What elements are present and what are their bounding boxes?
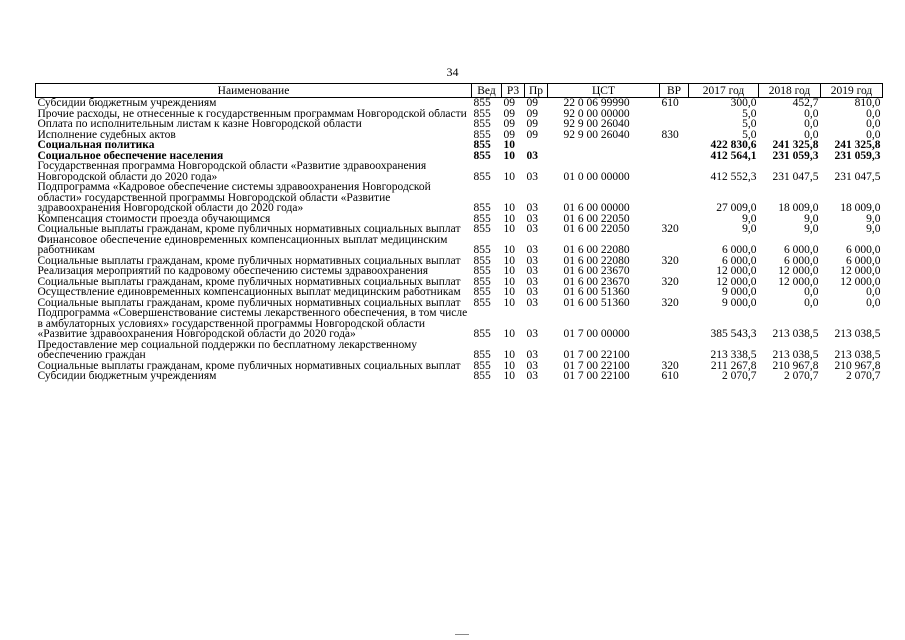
row-ved: 855 xyxy=(473,150,491,161)
row-2019: 9,0 xyxy=(866,213,881,224)
row-ved: 855 xyxy=(473,129,491,140)
row-ved: 855 xyxy=(473,276,491,287)
row-ved: 855 xyxy=(473,108,491,119)
table-row xyxy=(36,214,883,225)
row-2019: 6 000,0 xyxy=(846,255,881,266)
row-rz: 10 xyxy=(503,349,515,361)
row-cst: 01 6 00 00000 xyxy=(563,202,630,214)
row-rz: 09 xyxy=(503,108,515,119)
row-rz: 09 xyxy=(503,129,515,140)
row-2017: 5,0 xyxy=(742,119,757,130)
table-row xyxy=(36,298,883,309)
row-2017: 422 830,6 xyxy=(710,140,757,151)
row-2018: 12 000,0 xyxy=(778,266,819,277)
row-cst: 01 7 00 22100 xyxy=(563,360,630,371)
row-vr xyxy=(660,308,689,340)
row-2018: 0,0 xyxy=(804,119,819,130)
row-rz: 09 xyxy=(503,97,515,109)
page-number: 34 xyxy=(446,65,459,79)
row-pr: 03 xyxy=(526,255,538,266)
header-pr: Пр xyxy=(525,84,548,98)
row-2017: 12 000,0 xyxy=(716,266,757,277)
row-ved: 855 xyxy=(473,328,491,340)
table-row xyxy=(36,277,883,288)
row-name: Социальные выплаты гражданам, кроме публичных нормативных социальных выплат xyxy=(37,276,461,287)
row-pr xyxy=(525,140,548,151)
row-pr: 03 xyxy=(526,213,538,224)
row-2019: 0,0 xyxy=(866,119,881,130)
row-2017: 9 000,0 xyxy=(722,287,757,298)
row-cst xyxy=(548,140,660,151)
row-ved: 855 xyxy=(473,224,491,235)
row-cst: 01 6 00 23670 xyxy=(563,276,630,287)
row-2017: 213 338,5 xyxy=(710,349,757,361)
row-cst xyxy=(548,151,660,162)
row-name: Социальные выплаты гражданам, кроме публичных нормативных социальных выплат xyxy=(37,255,461,266)
row-2017: 2 070,7 xyxy=(722,371,757,382)
row-name: Финансовое обеспечение единовременных компенсационных выплат медицинским работникам xyxy=(37,234,448,256)
row-2019: 0,0 xyxy=(866,108,881,119)
table-row xyxy=(36,266,883,277)
row-pr: 03 xyxy=(526,276,538,287)
row-cst: 92 9 00 26040 xyxy=(563,129,630,140)
row-vr: 320 xyxy=(661,297,679,308)
row-ved: 855 xyxy=(473,202,491,214)
row-cst: 01 6 00 22080 xyxy=(563,244,630,256)
row-2017: 9 000,0 xyxy=(722,297,757,308)
row-2018: 0,0 xyxy=(804,287,819,298)
row-vr xyxy=(660,151,689,162)
budget-table xyxy=(35,83,883,382)
row-2017: 5,0 xyxy=(742,108,757,119)
row-name: Исполнение судебных актов xyxy=(37,129,176,140)
row-name: Подпрограмма «Совершенствование системы лекарственного обеспечения, в том числе в амбулаторных условиях» государственной программы Новгородской области «Развитие здравоохранения Новгородской области до 2020 года» xyxy=(37,308,468,340)
table-row xyxy=(36,140,883,151)
row-2018: 213 038,5 xyxy=(772,328,819,340)
row-cst: 92 0 00 00000 xyxy=(563,108,630,119)
row-vr xyxy=(660,109,689,120)
row-vr: 320 xyxy=(661,276,679,287)
table-row xyxy=(36,340,883,361)
row-ved: 855 xyxy=(473,371,491,382)
row-rz: 10 xyxy=(503,287,515,298)
row-cst: 01 7 00 22100 xyxy=(563,349,630,361)
table-header-row xyxy=(36,84,883,98)
row-2017: 5,0 xyxy=(742,129,757,140)
row-rz: 10 xyxy=(503,150,515,161)
table-row xyxy=(36,224,883,235)
row-2018: 0,0 xyxy=(804,108,819,119)
row-2019: 12 000,0 xyxy=(840,266,881,277)
table-row xyxy=(36,287,883,298)
row-rz: 10 xyxy=(503,170,515,182)
row-2018: 6 000,0 xyxy=(784,255,819,266)
row-vr xyxy=(660,287,689,298)
row-rz: 10 xyxy=(503,213,515,224)
row-2018: 241 325,8 xyxy=(772,140,819,151)
row-2017: 412 552,3 xyxy=(710,170,757,182)
row-vr xyxy=(660,266,689,277)
row-ved: 855 xyxy=(473,297,491,308)
row-pr: 03 xyxy=(526,287,538,298)
row-2018: 2 070,7 xyxy=(784,371,819,382)
table-row xyxy=(36,161,883,182)
table-row xyxy=(36,98,883,109)
row-ved: 855 xyxy=(473,287,491,298)
row-2019: 2 070,7 xyxy=(846,371,881,382)
header-ved: Вед xyxy=(472,84,502,98)
table-row xyxy=(36,182,883,214)
row-ved: 855 xyxy=(473,255,491,266)
row-ved: 855 xyxy=(473,349,491,361)
row-rz: 10 xyxy=(503,371,515,382)
row-rz: 10 xyxy=(503,266,515,277)
row-vr xyxy=(660,182,689,214)
row-ved: 855 xyxy=(473,140,491,151)
row-rz: 10 xyxy=(503,224,515,235)
row-ved: 855 xyxy=(473,97,491,109)
row-rz: 10 xyxy=(503,360,515,371)
table-row xyxy=(36,256,883,267)
row-rz: 09 xyxy=(503,119,515,130)
row-2018: 18 009,0 xyxy=(778,202,819,214)
row-cst: 01 6 00 22050 xyxy=(563,224,630,235)
row-vr xyxy=(660,340,689,361)
row-vr xyxy=(660,161,689,182)
row-2017: 6 000,0 xyxy=(722,255,757,266)
row-cst: 01 7 00 22100 xyxy=(563,371,630,382)
row-name: Социальная политика xyxy=(37,140,155,151)
row-2019: 6 000,0 xyxy=(846,244,881,256)
table-row xyxy=(36,371,883,382)
row-vr: 830 xyxy=(661,129,679,140)
page-footer-mark xyxy=(455,634,469,639)
row-pr: 09 xyxy=(526,129,538,140)
row-2018: 9,0 xyxy=(804,213,819,224)
row-pr: 03 xyxy=(526,202,538,214)
row-2018: 0,0 xyxy=(804,129,819,140)
table-row xyxy=(36,119,883,130)
row-2019: 213 038,5 xyxy=(834,328,881,340)
row-pr: 03 xyxy=(526,297,538,308)
row-2018: 213 038,5 xyxy=(772,349,819,361)
row-vr xyxy=(660,214,689,225)
row-2019: 0,0 xyxy=(866,287,881,298)
row-2018: 0,0 xyxy=(804,297,819,308)
row-2018: 9,0 xyxy=(804,224,819,235)
row-name: Осуществление единовременных компенсационных выплат медицинским работникам xyxy=(37,287,461,298)
row-pr: 09 xyxy=(526,119,538,130)
header-2019: 2019 год xyxy=(821,84,883,98)
header-name: Наименование xyxy=(36,84,472,98)
row-name: Компенсация стоимости проезда обучающимся xyxy=(37,213,271,224)
row-rz: 10 xyxy=(503,202,515,214)
row-cst: 01 0 00 00000 xyxy=(563,170,630,182)
row-rz: 10 xyxy=(503,297,515,308)
row-2017: 211 267,8 xyxy=(710,360,757,371)
row-pr: 03 xyxy=(526,328,538,340)
row-name: Социальные выплаты гражданам, кроме публичных нормативных социальных выплат xyxy=(37,360,461,371)
row-pr: 03 xyxy=(526,349,538,361)
header-2018: 2018 год xyxy=(759,84,821,98)
row-2019: 0,0 xyxy=(866,297,881,308)
row-cst: 01 6 00 22050 xyxy=(563,213,630,224)
table-row xyxy=(36,235,883,256)
header-rz: Р3 xyxy=(502,84,525,98)
row-ved: 855 xyxy=(473,244,491,256)
table-body xyxy=(36,98,883,382)
row-name: Подпрограмма «Кадровое обеспечение системы здравоохранения Новгородской области» государственной программы Новгородской области «Развитие здравоохранения Новгородской области до 2020 года» xyxy=(37,182,431,214)
row-ved: 855 xyxy=(473,360,491,371)
row-2018: 210 967,8 xyxy=(772,360,819,371)
row-rz: 10 xyxy=(503,244,515,256)
row-2017: 27 009,0 xyxy=(716,202,757,214)
row-ved: 855 xyxy=(473,119,491,130)
row-2018: 231 059,3 xyxy=(772,150,819,161)
header-vr: ВР xyxy=(660,84,689,98)
row-name: Государственная программа Новгородской области «Развитие здравоохранения Новгородской области до 2020 года» xyxy=(37,161,427,182)
row-ved: 855 xyxy=(473,213,491,224)
row-rz: 10 xyxy=(503,276,515,287)
row-pr: 09 xyxy=(526,108,538,119)
row-vr: 610 xyxy=(661,371,679,382)
row-cst: 01 6 00 51360 xyxy=(563,287,630,298)
row-pr: 09 xyxy=(526,97,538,109)
row-2017: 385 543,3 xyxy=(710,328,757,340)
row-pr: 03 xyxy=(526,371,538,382)
row-2017: 300,0 xyxy=(730,97,757,109)
row-vr: 320 xyxy=(661,224,679,235)
row-vr: 320 xyxy=(661,360,679,371)
row-pr: 03 xyxy=(526,266,538,277)
row-rz: 10 xyxy=(503,140,515,151)
table-row xyxy=(36,109,883,120)
row-2017: 12 000,0 xyxy=(716,276,757,287)
row-2019: 231 047,5 xyxy=(834,170,881,182)
table-row xyxy=(36,361,883,372)
header-2017: 2017 год xyxy=(689,84,759,98)
row-2018: 231 047,5 xyxy=(772,170,819,182)
row-cst: 01 6 00 23670 xyxy=(563,266,630,277)
row-cst: 01 6 00 51360 xyxy=(563,297,630,308)
row-name: Реализация мероприятий по кадровому обеспечению системы здравоохранения xyxy=(37,266,429,277)
row-2019: 210 967,8 xyxy=(834,360,881,371)
table-row xyxy=(36,151,883,162)
row-pr: 03 xyxy=(526,150,538,161)
row-rz: 10 xyxy=(503,328,515,340)
row-vr xyxy=(660,235,689,256)
row-2019: 231 059,3 xyxy=(834,150,881,161)
row-pr: 03 xyxy=(526,170,538,182)
row-name: Субсидии бюджетным учреждениям xyxy=(37,97,217,109)
row-name: Прочие расходы, не отнесенные к государственным программам Новгородской области xyxy=(37,108,467,119)
row-name: Социальные выплаты гражданам, кроме публичных нормативных социальных выплат xyxy=(37,224,461,235)
row-vr xyxy=(660,140,689,151)
row-2018: 12 000,0 xyxy=(778,276,819,287)
row-vr: 320 xyxy=(661,255,679,266)
row-2017: 6 000,0 xyxy=(722,244,757,256)
row-name: Оплата по исполнительным листам к казне Новгородской области xyxy=(37,119,362,130)
row-pr: 03 xyxy=(526,360,538,371)
row-2019: 18 009,0 xyxy=(840,202,881,214)
row-2019: 241 325,8 xyxy=(834,140,881,151)
row-2019: 213 038,5 xyxy=(834,349,881,361)
row-2019: 12 000,0 xyxy=(840,276,881,287)
row-name: Социальные выплаты гражданам, кроме публичных нормативных социальных выплат xyxy=(37,297,461,308)
row-name: Социальное обеспечение населения xyxy=(37,150,224,161)
row-ved: 855 xyxy=(473,170,491,182)
table-row xyxy=(36,130,883,141)
row-2018: 6 000,0 xyxy=(784,244,819,256)
row-vr xyxy=(660,119,689,130)
table-row xyxy=(36,308,883,340)
row-ved: 855 xyxy=(473,266,491,277)
row-cst: 92 9 00 26040 xyxy=(563,119,630,130)
row-2019: 9,0 xyxy=(866,224,881,235)
row-2017: 412 564,1 xyxy=(710,150,757,161)
row-cst: 01 7 00 00000 xyxy=(563,328,630,340)
row-rz: 10 xyxy=(503,255,515,266)
row-2019: 0,0 xyxy=(866,129,881,140)
row-2017: 9,0 xyxy=(742,224,757,235)
header-cst: ЦСТ xyxy=(548,84,660,98)
row-vr: 610 xyxy=(661,97,679,109)
row-pr: 03 xyxy=(526,224,538,235)
row-2018: 452,7 xyxy=(792,97,819,109)
row-pr: 03 xyxy=(526,244,538,256)
row-name: Предоставление мер социальной поддержки по бесплатному лекарственному обеспечению граждан xyxy=(37,339,418,361)
row-cst: 22 0 06 99990 xyxy=(563,97,630,109)
row-2019: 810,0 xyxy=(854,97,881,109)
row-cst: 01 6 00 22080 xyxy=(563,255,630,266)
row-name: Субсидии бюджетным учреждениям xyxy=(37,371,217,382)
row-2017: 9,0 xyxy=(742,213,757,224)
